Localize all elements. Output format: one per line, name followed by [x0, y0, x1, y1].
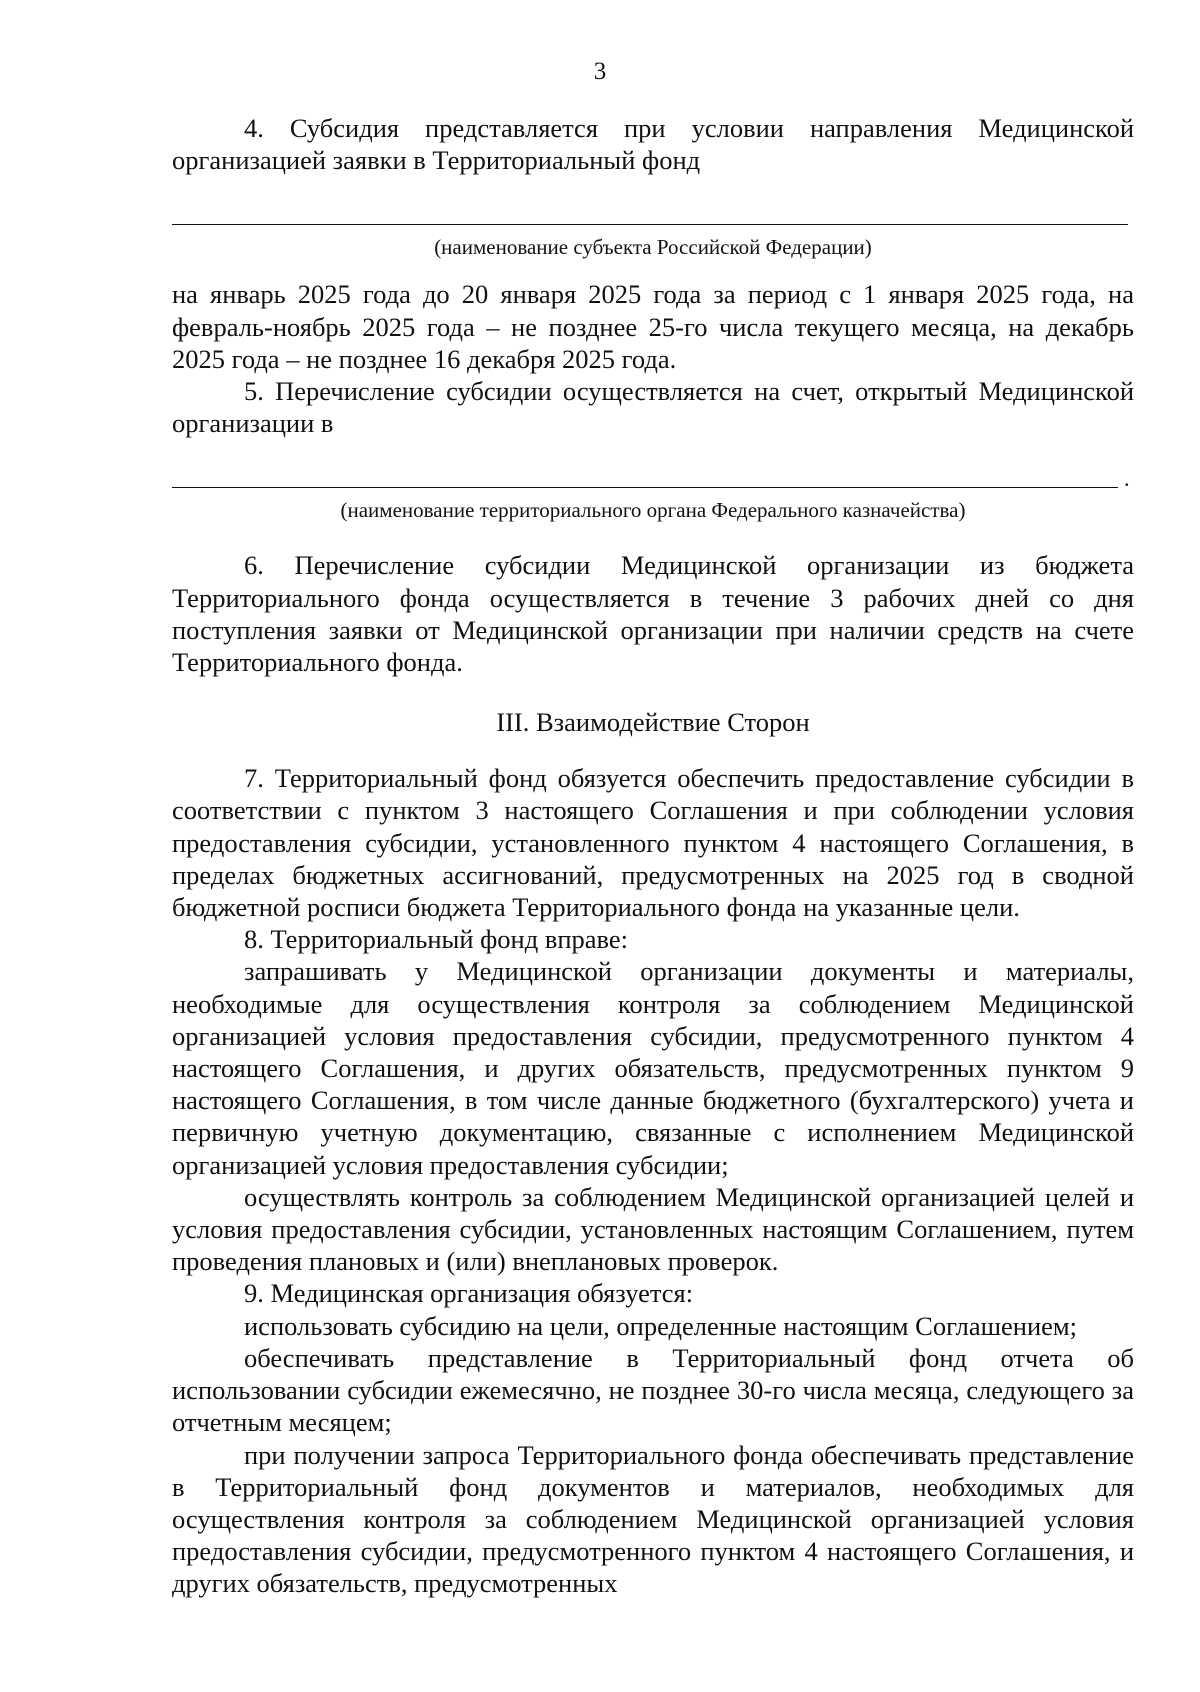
fill-in-field-subject	[172, 176, 1134, 234]
fill-in-end-mark: .	[1124, 466, 1130, 492]
page-number: 3	[593, 58, 607, 85]
document-body	[172, 112, 1134, 1600]
fill-in-field-treasury	[172, 439, 1134, 497]
paragraph-8-title: 8. Территориальный фонд вправе:	[244, 924, 629, 955]
paragraph-8-item: запрашивать у Медицинской организации документы и материалы, необходимые для осуществления контроля за соблюдением Медицинской организацией условия предоставления субсидии, предусмотренного пунктом 4 настоящего Соглашения, и других обязательств, предусмотренных пунктом 9 настоящего Соглашения, в том числе данные бюджетного (бухгалтерского) учета и первичную учетную документацию, связанные с исполнением Медицинской организацией условия предоставления субсидии;	[172, 956, 1134, 1180]
paragraph-9-item: при получении запроса Территориального фонда обеспечивать представление в Территориальный фонд документов и материалов, необходимых для осуществления контроля за соблюдением Медицинской организацией условия предоставления субсидии, предусмотренного пунктом 4 настоящего Соглашения, и других обязательств, предусмотренных	[172, 1439, 1134, 1599]
paragraph-6: 6. Перечисление субсидии Медицинской организации из бюджета Территориального фонда осуществляется в течение 3 рабочих дней со дня поступления заявки от Медицинской организации при наличии средств на счете Территориального фонда.	[172, 550, 1134, 678]
paragraph-8-item: осуществлять контроль за соблюдением Медицинской организацией целей и условия предоставления субсидии, установленных настоящим Соглашением, путем проведения плановых и (или) внеплановых проверок.	[172, 1181, 1134, 1277]
paragraph-4-continuation: на январь 2025 года до 20 января 2025 года за период с 1 января 2025 года, на февраль-ноябрь 2025 года – не позднее 25-го числа текущего месяца, на декабрь 2025 года – не позднее 16 декабря 2025 года.	[172, 279, 1134, 374]
paragraph-4: 4. Субсидия представляется при условии направления Медицинской организацией заявки в Территориальный фонд	[172, 113, 1134, 176]
fill-in-line	[172, 224, 1128, 225]
fill-in-line	[172, 487, 1118, 488]
section-title: III. Взаимодействие Сторон	[496, 707, 810, 738]
paragraph-7: 7. Территориальный фонд обязуется обеспечить предоставление субсидии в соответствии с пунктом 3 настоящего Соглашения и при соблюдении условия предоставления субсидии, установленного пунктом 4 настоящего Соглашения, в пределах бюджетных ассигнований, предусмотренных на 2025 год в сводной бюджетной росписи бюджета Территориального фонда на указанные цели.	[172, 763, 1134, 923]
paragraph-9-title: 9. Медицинская организация обязуется:	[244, 1278, 694, 1309]
paragraph-5: 5. Перечисление субсидии осуществляется на счет, открытый Медицинской организации в	[172, 376, 1134, 439]
paragraph-9-item: обеспечивать представление в Территориальный фонд отчета об использовании субсидии ежемесячно, не позднее 30-го числа месяца, следующего за отчетным месяцем;	[172, 1342, 1134, 1438]
paragraph-9-item: использовать субсидию на цели, определенные настоящим Соглашением;	[244, 1310, 1078, 1341]
field-caption-treasury: (наименование территориального органа Федерального казначейства)	[340, 498, 966, 523]
field-caption-subject: (наименование субъекта Российской Федерации)	[434, 235, 872, 260]
